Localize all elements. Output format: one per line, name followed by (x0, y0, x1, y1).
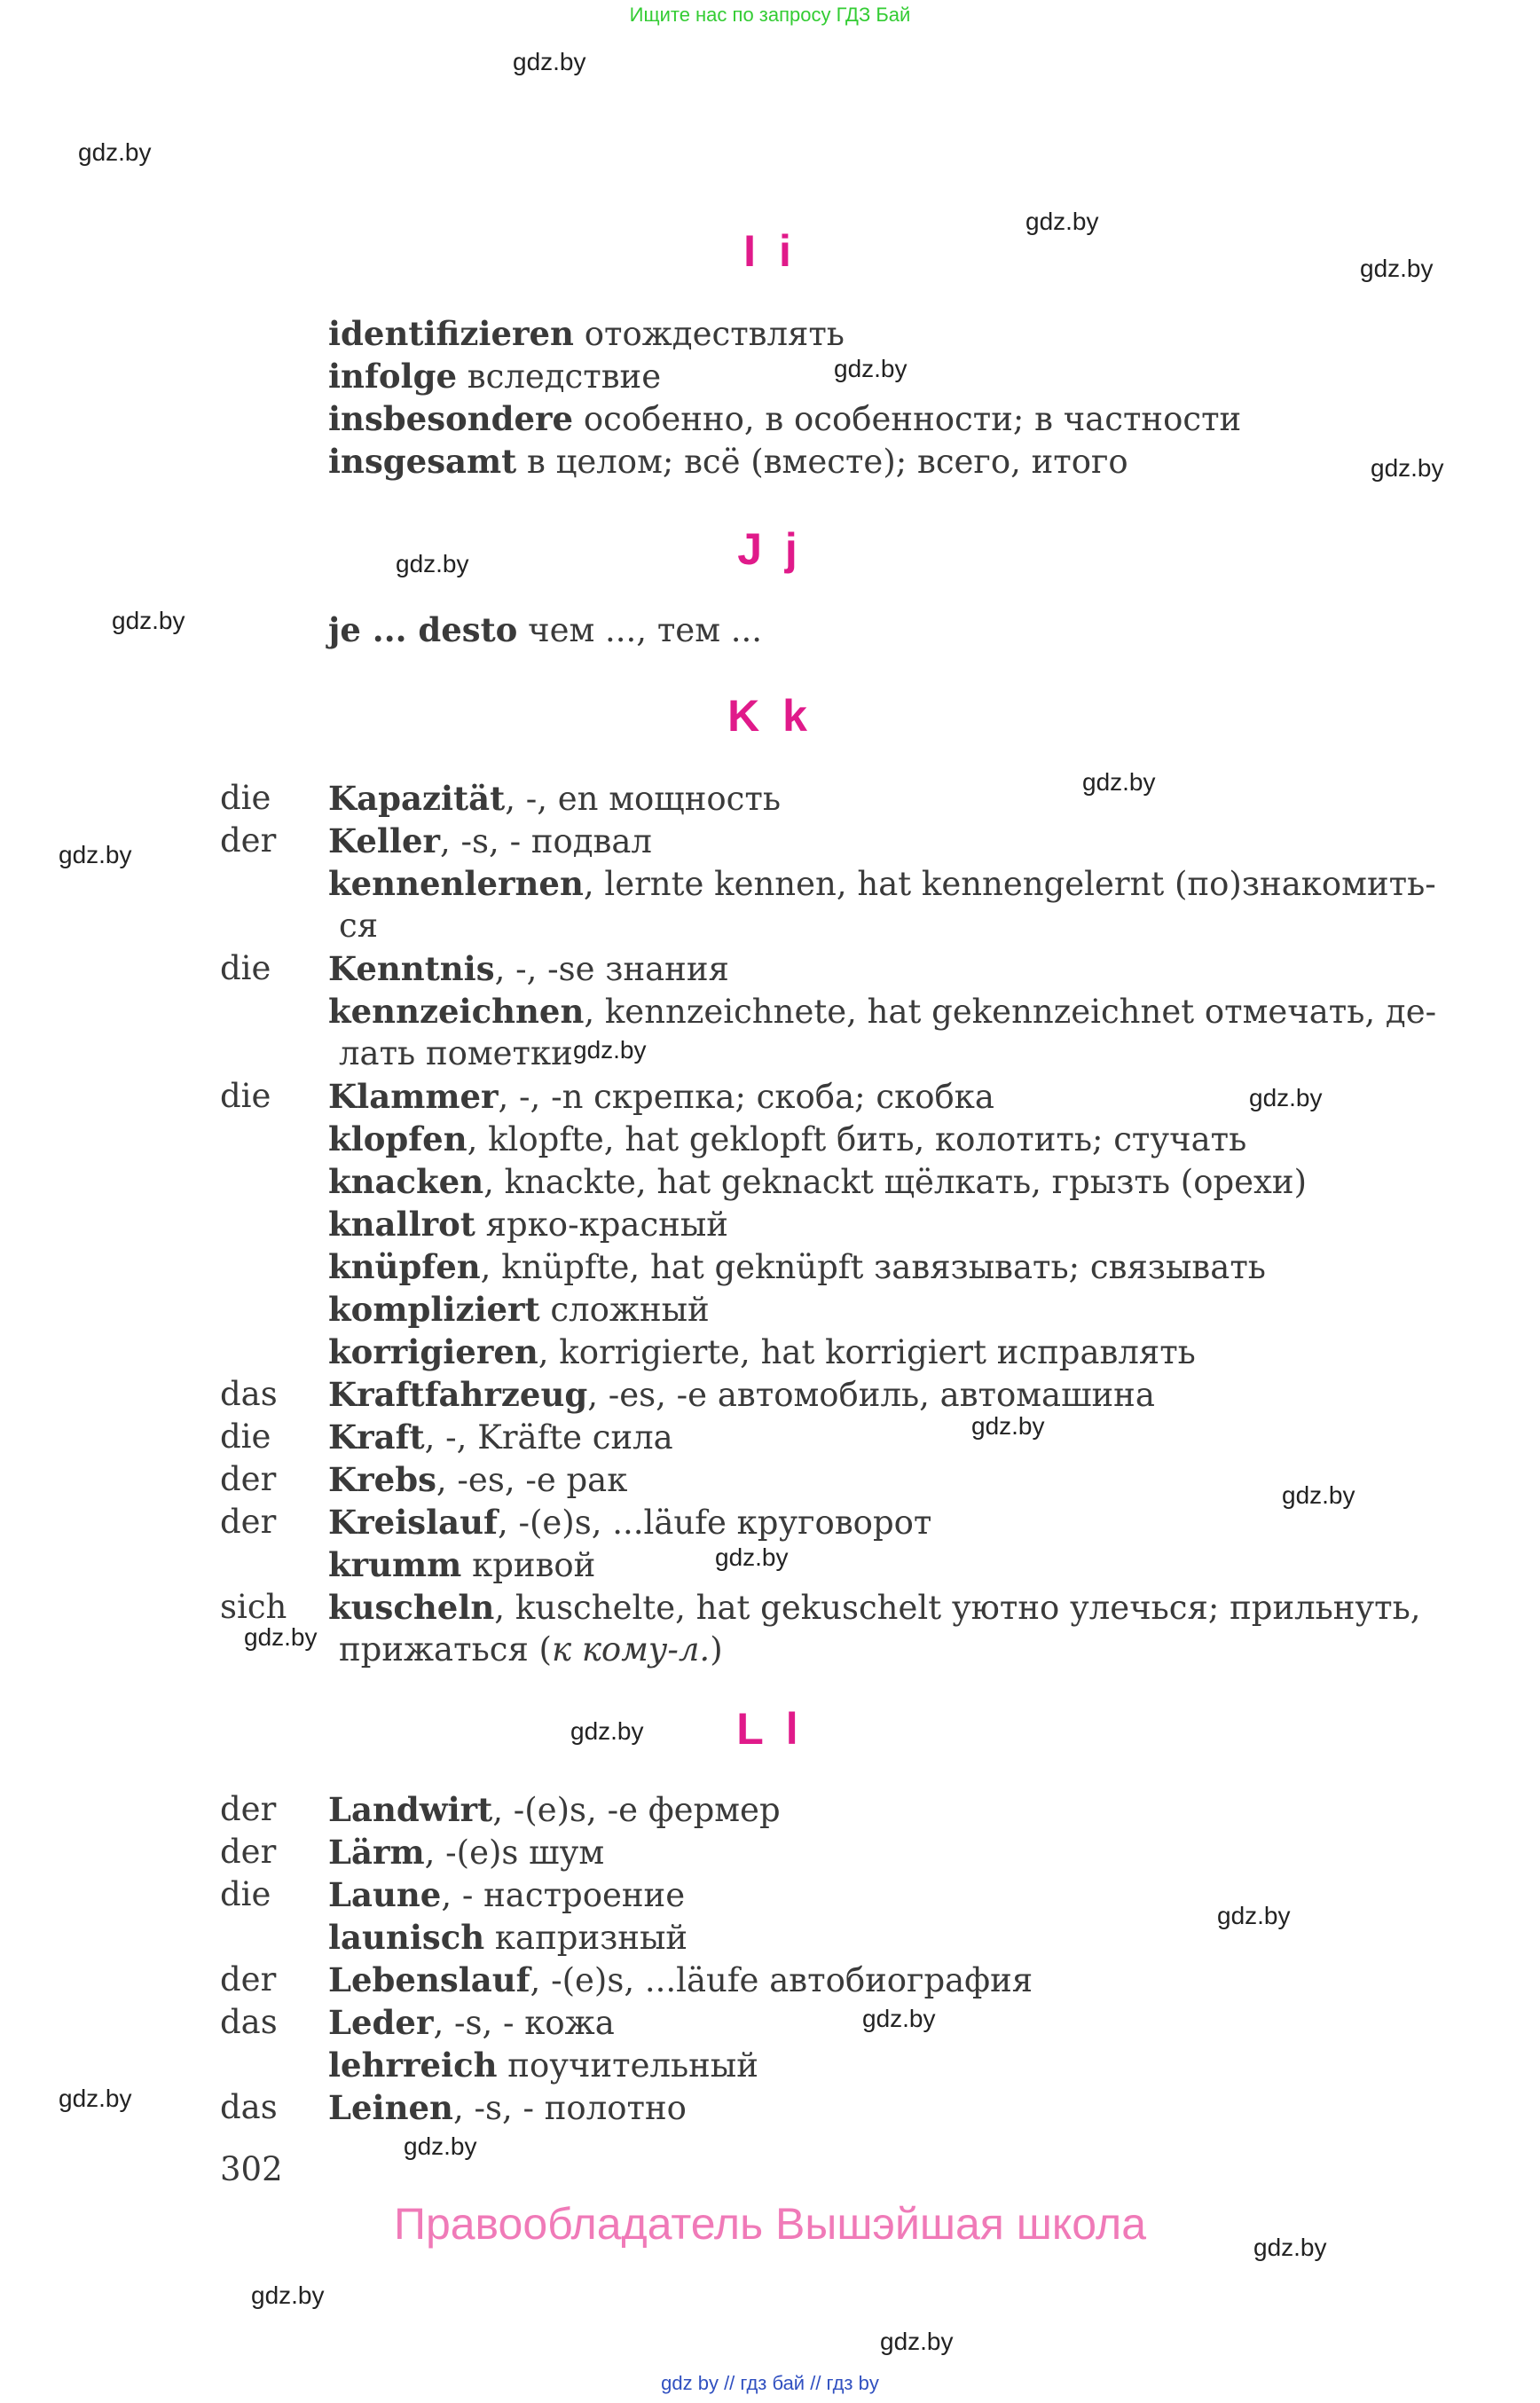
entry-text: чем ..., тем ... (517, 611, 763, 649)
headword: Landwirt (328, 1790, 493, 1829)
watermark: gdz.by (251, 2281, 325, 2309)
watermark: gdz.by (1025, 208, 1099, 235)
article: der (220, 821, 277, 860)
entry-text: , -(e)s шум (424, 1834, 605, 1872)
headword: Krebs (328, 1460, 436, 1499)
entry-text: , -(e)s, ...läufe автобиография (530, 1961, 1033, 1999)
article: die (220, 779, 271, 817)
article: das (220, 2088, 278, 2126)
watermark: gdz.by (573, 1036, 647, 1064)
headword: Kraftfahrzeug (328, 1375, 588, 1414)
headword: infolge (328, 357, 458, 396)
entry-text: , -(e)s, -e фермер (492, 1791, 781, 1829)
article: der (220, 1960, 277, 1999)
headword: korrigieren (328, 1332, 538, 1371)
headword: insgesamt (328, 442, 517, 481)
page-number: 302 (220, 2150, 283, 2188)
entry-text: сложный (539, 1291, 710, 1329)
top-banner[interactable]: Ищите нас по запросу ГДЗ Бай (629, 4, 911, 26)
entry-text: , -s, - кожа (433, 2004, 615, 2042)
watermark: gdz.by (862, 2005, 936, 2032)
headword: Kraft (328, 1417, 425, 1457)
watermark: gdz.by (834, 355, 908, 382)
entry-text: , kennzeichnete, hat gekennzeichnet отмечать, де- (584, 993, 1437, 1031)
footer-links[interactable]: gdz by // гдз бай // гдз by (661, 2372, 879, 2394)
watermark: gdz.by (715, 1543, 789, 1571)
section-letter-k: K k (727, 691, 813, 741)
entry-text: поучительный (497, 2046, 758, 2085)
watermark: gdz.by (1253, 2234, 1327, 2261)
watermark: gdz.by (78, 138, 152, 166)
headword: klopfen (328, 1119, 468, 1158)
headword: lehrreich (328, 2046, 498, 2085)
watermark: gdz.by (59, 841, 132, 868)
headword: je ... desto (328, 610, 518, 649)
entry-text: , -s, - подвал (440, 822, 652, 860)
watermark: gdz.by (244, 1623, 318, 1651)
entry-text: , -, Kräfte сила (424, 1418, 673, 1457)
watermark: gdz.by (404, 2132, 477, 2160)
headword: kennzeichnen (328, 992, 585, 1031)
headword: kuscheln (328, 1588, 495, 1627)
entry-text: прижаться ( (339, 1630, 552, 1669)
entry-text: особенно, в особенности; в частности (573, 400, 1242, 438)
headword: insbesondere (328, 399, 574, 438)
watermark: gdz.by (112, 607, 185, 634)
article: der (220, 1460, 277, 1498)
watermark: gdz.by (1282, 1481, 1355, 1509)
entry-text: капризный (484, 1919, 688, 1957)
headword: Leder (328, 2003, 434, 2042)
headword: launisch (328, 1918, 485, 1957)
entry-text: , -(e)s, ...läufe круговорот (497, 1504, 932, 1542)
entry-text: , -es, -e рак (436, 1461, 628, 1499)
entry-text: кривой (461, 1546, 596, 1584)
watermark: gdz.by (880, 2328, 954, 2355)
watermark: gdz.by (1371, 454, 1444, 482)
entry-text: , -es, -e автомобиль, автомашина (587, 1376, 1155, 1414)
headword: krumm (328, 1545, 462, 1584)
entry-text: лать пометки (339, 1034, 573, 1072)
section-letter-j: J j (737, 524, 803, 574)
headword: Keller (328, 821, 441, 860)
entry-text: , klopfte, hat geklopft бить, колотить; стучать (467, 1120, 1247, 1158)
section-letter-i: I i (743, 226, 797, 276)
headword: kennenlernen (328, 864, 584, 903)
entry-text: ) (710, 1630, 723, 1669)
headword: Klammer (328, 1077, 499, 1116)
entry-text: ся (339, 907, 379, 945)
article: der (220, 1503, 277, 1541)
entry-text: , - настроение (441, 1876, 686, 1914)
article: das (220, 2003, 278, 2041)
headword: Lärm (328, 1833, 425, 1872)
entry-text: , kuschelte, hat gekuschelt уютно улечься; прильнуть, (494, 1589, 1421, 1627)
entry-text: , -, en мощность (505, 780, 781, 818)
entry-text: в целом; всё (вместе); всего, итого (516, 443, 1128, 481)
article: der (220, 1790, 277, 1828)
watermark: gdz.by (513, 48, 586, 75)
headword: Kreislauf (328, 1503, 498, 1542)
entry-text: ярко-красный (475, 1205, 728, 1244)
watermark: gdz.by (1360, 255, 1434, 282)
article: die (220, 1417, 271, 1456)
article: die (220, 949, 271, 987)
watermark: gdz.by (971, 1412, 1045, 1440)
headword: Lebenslauf (328, 1960, 530, 1999)
headword: Laune (328, 1875, 442, 1914)
entry-text: вследствие (457, 357, 662, 396)
watermark: gdz.by (59, 2085, 132, 2112)
headword: knüpfen (328, 1247, 481, 1286)
headword: knacken (328, 1162, 484, 1201)
entry-text: , knackte, hat geknackt щёлкать, грызть (орехи) (483, 1163, 1308, 1201)
entry-text: , lernte kennen, hat kennengelernt (по)знакомить- (583, 865, 1436, 903)
watermark: gdz.by (1249, 1084, 1323, 1111)
headword: identifizieren (328, 314, 574, 353)
watermark: gdz.by (570, 1717, 644, 1745)
article: der (220, 1833, 277, 1871)
headword: kompliziert (328, 1290, 540, 1329)
entry-text: , -, -se знания (494, 950, 729, 988)
watermark: gdz.by (1217, 1902, 1291, 1929)
entry-text: , korrigierte, hat korrigiert исправлять (538, 1333, 1196, 1371)
headword: Leinen (328, 2088, 453, 2127)
section-letter-l: L l (736, 1704, 804, 1754)
article: sich (220, 1588, 287, 1626)
watermark: gdz.by (396, 550, 469, 577)
article: die (220, 1077, 271, 1115)
entry-text: отождествлять (573, 315, 845, 353)
entry-text: , -, -n скрепка; скоба; скобка (498, 1078, 994, 1116)
article: die (220, 1875, 271, 1913)
entry-text: , -s, - полотно (452, 2089, 687, 2127)
watermark: gdz.by (1082, 768, 1156, 796)
entry-text: , knüpfte, hat geknüpft завязывать; связывать (480, 1248, 1266, 1286)
rights-holder: Правообладатель Вышэйшая школа (394, 2199, 1146, 2249)
headword: Kapazität (328, 779, 506, 818)
headword: knallrot (328, 1205, 475, 1244)
article: das (220, 1375, 278, 1413)
headword: Kenntnis (328, 949, 495, 988)
entry-text-italic: к кому-л. (551, 1630, 711, 1669)
